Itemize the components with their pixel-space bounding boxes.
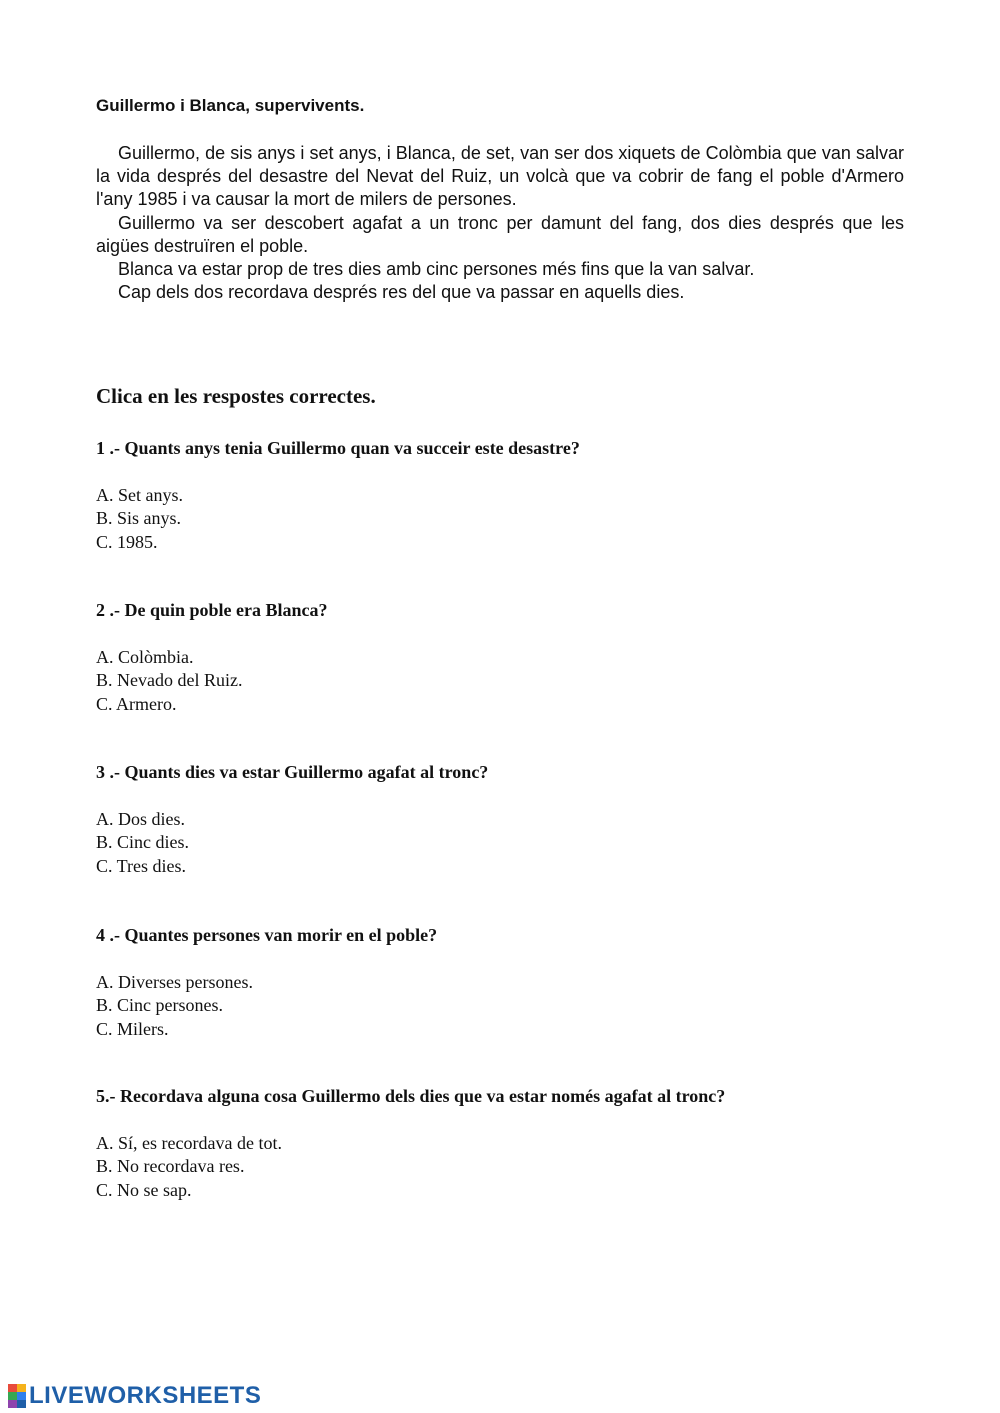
question-4	[96, 924, 916, 1041]
reading-paragraph: Guillermo, de sis anys i set anys, i Blanca, de set, van ser dos xiquets de Colòmbia que van salvar la vida després del desastre del Nevat del Ruiz, un volcà que va cobrir de fang el poble d'Armero l'any 1985 i va causar la mort de milers de persones.	[96, 143, 904, 210]
answer-list	[96, 808, 916, 878]
answer-option-c[interactable]: C. Milers.	[96, 1018, 169, 1039]
answer-option-c[interactable]: C. Tres dies.	[96, 855, 187, 876]
answer-option-b[interactable]: B. Cinc persones.	[96, 995, 223, 1016]
reading-paragraph: Guillermo va ser descobert agafat a un tronc per damunt del fang, dos dies després que les aigües destruïren el poble.	[96, 212, 904, 256]
logo-icon	[8, 1384, 26, 1408]
logo-tile	[8, 1384, 17, 1392]
reading-title: Guillermo i Blanca, supervivents.	[96, 96, 365, 115]
answer-option-a[interactable]: A. Sí, es recordava de tot.	[96, 1133, 282, 1153]
question-2	[96, 599, 916, 716]
answer-list	[96, 1132, 916, 1202]
logo-tile	[17, 1400, 26, 1408]
answer-option-a[interactable]: A. Diverses persones.	[96, 972, 253, 992]
answer-option-c[interactable]: C. Armero.	[96, 693, 177, 714]
reading-paragraph: Blanca va estar prop de tres dies amb cinc persones més fins que la van salvar.	[118, 259, 755, 280]
question-1	[96, 437, 916, 554]
answer-list	[96, 971, 916, 1041]
question-text: 1 .- Quants anys tenia Guillermo quan va succeir este desastre?	[96, 438, 580, 458]
question-text: 3 .- Quants dies va estar Guillermo agafat al tronc?	[96, 762, 489, 782]
answer-option-b[interactable]: B. Nevado del Ruiz.	[96, 670, 243, 691]
logo-tile	[17, 1384, 26, 1392]
liveworksheets-logo	[8, 1383, 261, 1409]
quiz-instruction: Clica en les respostes correctes.	[96, 384, 376, 408]
logo-tile	[17, 1392, 26, 1400]
reading-passage	[96, 142, 904, 304]
logo-tile	[8, 1400, 17, 1408]
question-3	[96, 761, 916, 878]
answer-option-a[interactable]: A. Set anys.	[96, 485, 183, 505]
answer-option-b[interactable]: B. Sis anys.	[96, 508, 182, 529]
question-text: 4 .- Quantes persones van morir en el poble?	[96, 925, 438, 945]
question-text: 5.- Recordava alguna cosa Guillermo dels dies que va estar només agafat al tronc?	[96, 1086, 726, 1106]
answer-list	[96, 484, 916, 554]
answer-option-c[interactable]: C. 1985.	[96, 531, 158, 552]
answer-option-b[interactable]: B. Cinc dies.	[96, 832, 189, 853]
logo-text: LIVEWORKSHEETS	[29, 1382, 262, 1409]
reading-paragraph: Cap dels dos recordava després res del que va passar en aquells dies.	[118, 282, 685, 303]
answer-option-a[interactable]: A. Dos dies.	[96, 809, 185, 829]
question-5	[96, 1085, 916, 1202]
answer-option-b[interactable]: B. No recordava res.	[96, 1156, 245, 1177]
answer-option-a[interactable]: A. Colòmbia.	[96, 647, 194, 667]
answer-option-c[interactable]: C. No se sap.	[96, 1179, 192, 1200]
logo-tile	[8, 1392, 17, 1400]
question-text: 2 .- De quin poble era Blanca?	[96, 600, 328, 620]
answer-list	[96, 646, 916, 716]
